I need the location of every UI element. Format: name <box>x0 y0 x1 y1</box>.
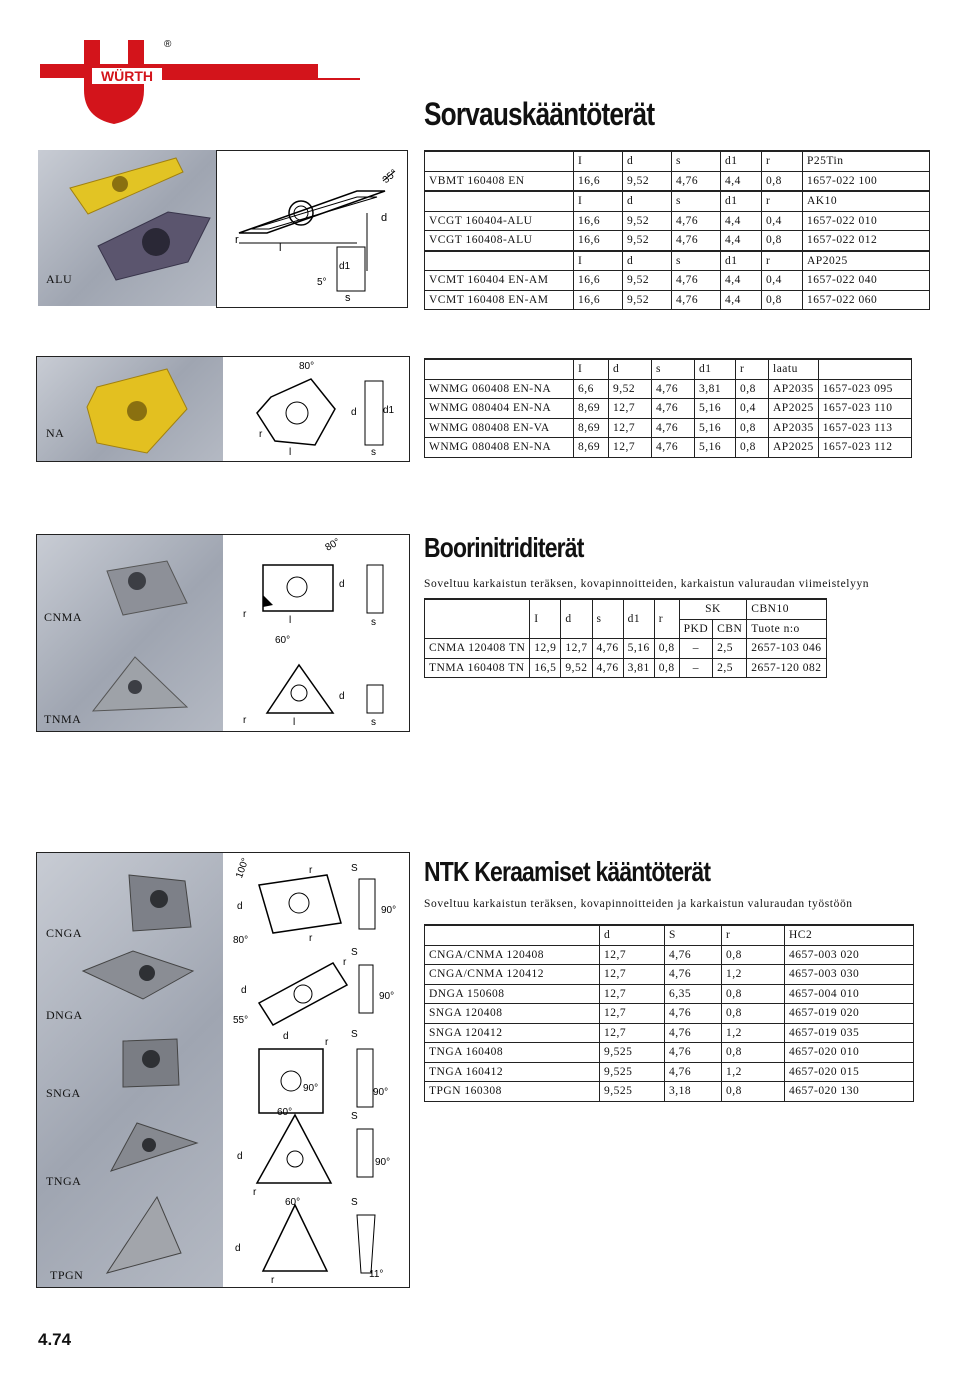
table-cell: 6,6 <box>574 379 609 399</box>
table-cell: 2657-103 046 <box>747 639 826 659</box>
svg-text:55°: 55° <box>233 1015 249 1026</box>
table-row <box>425 211 930 231</box>
svg-text:S: S <box>351 1029 358 1040</box>
table-row <box>425 171 930 191</box>
table-cell: 1657-023 095 <box>818 379 911 399</box>
table-cell: 9,52 <box>609 379 652 399</box>
table-cell <box>425 359 574 379</box>
table-cell: AP2025 <box>769 438 819 458</box>
table-cell: 4657-003 020 <box>785 945 914 965</box>
table-cell: 1657-022 060 <box>803 290 930 310</box>
table-cell: 4,76 <box>672 290 721 310</box>
table-cell: r <box>762 151 803 171</box>
table-cell: 0,8 <box>736 418 769 438</box>
table-cell: 1657-023 110 <box>818 399 911 419</box>
table-cell: 4,76 <box>665 1043 722 1063</box>
table-cell: 8,69 <box>574 438 609 458</box>
svg-text:r: r <box>325 1037 329 1048</box>
cbn-table-wrap <box>424 598 827 678</box>
table-cell: AP2035 <box>769 379 819 399</box>
table-row <box>425 1004 914 1024</box>
table-cell: 4657-020 130 <box>785 1082 914 1102</box>
table-cell: 0,4 <box>762 271 803 291</box>
table-cell: 0,8 <box>722 1082 785 1102</box>
svg-text:d: d <box>339 579 345 590</box>
svg-text:r: r <box>309 933 313 944</box>
svg-text:s: s <box>371 447 376 458</box>
svg-text:d: d <box>381 212 388 224</box>
table-row <box>425 251 930 271</box>
table-cell: 16,6 <box>574 271 623 291</box>
table-cell: CNGA/CNMA 120408 <box>425 945 600 965</box>
table-cell: VCMT 160404 EN-AM <box>425 271 574 291</box>
table-cell: I <box>574 191 623 211</box>
svg-text:d: d <box>283 1031 289 1042</box>
table-cell: d <box>623 191 672 211</box>
label-tnma: TNMA <box>44 712 82 726</box>
table-row <box>425 1082 914 1102</box>
svg-text:90°: 90° <box>381 905 397 916</box>
table-cell: P25Tin <box>803 151 930 171</box>
table-cell: WNMG 080408 EN-NA <box>425 438 574 458</box>
table-cell: 1657-022 040 <box>803 271 930 291</box>
table-cell: 8,69 <box>574 418 609 438</box>
table-cell: TNGA 160412 <box>425 1062 600 1082</box>
table-cell: AP2035 <box>769 418 819 438</box>
table-cell: 2,5 <box>713 658 747 678</box>
table-cell: d1 <box>721 251 762 271</box>
ntk-subtitle: Soveltuu karkaistun teräksen, kovapinnoitteiden ja karkaistun valuraudan työstöön <box>424 898 853 910</box>
svg-text:d: d <box>235 1243 241 1254</box>
ntk-table <box>424 924 914 1102</box>
table-cell: TNGA 160408 <box>425 1043 600 1063</box>
svg-text:l: l <box>289 615 292 626</box>
svg-text:S: S <box>351 863 358 874</box>
alu-table-wrap <box>424 150 930 310</box>
table-cell: s <box>672 151 721 171</box>
svg-text:80°: 80° <box>323 536 343 554</box>
table-cell: 4,76 <box>665 1004 722 1024</box>
table-cell <box>425 925 600 945</box>
svg-text:60°: 60° <box>285 1197 301 1208</box>
svg-text:35°: 35° <box>380 167 400 186</box>
svg-text:d: d <box>351 407 357 418</box>
brand-text: WÜRTH <box>100 68 154 84</box>
table-cell: 4657-020 010 <box>785 1043 914 1063</box>
table-cell: 1,2 <box>722 1023 785 1043</box>
table-cell: 4657-019 020 <box>785 1004 914 1024</box>
svg-text:d: d <box>339 691 345 702</box>
table-cell: 16,6 <box>574 231 623 251</box>
svg-text:s: s <box>371 617 376 628</box>
table-cell: d1 <box>695 359 736 379</box>
table-row <box>425 191 930 211</box>
table-row <box>425 658 827 678</box>
label-tpgn: TPGN <box>50 1268 84 1282</box>
table-cell: 4657-019 035 <box>785 1023 914 1043</box>
svg-text:d: d <box>237 1151 243 1162</box>
svg-text:r: r <box>243 715 247 726</box>
table-cell: AK10 <box>803 191 930 211</box>
table-cell: s <box>652 359 695 379</box>
svg-text:90°: 90° <box>379 991 395 1002</box>
table-cell: 4,76 <box>665 965 722 985</box>
table-cell: 4,76 <box>665 1023 722 1043</box>
table-cell: 2657-120 082 <box>747 658 826 678</box>
table-cell: 4,76 <box>652 399 695 419</box>
table-cell: 12,7 <box>600 965 665 985</box>
cbn-drawing <box>223 535 409 731</box>
table-cell: 0,8 <box>762 290 803 310</box>
table-cell: r <box>722 925 785 945</box>
table-cell: 0,4 <box>736 399 769 419</box>
cbn-insert-photos <box>37 535 223 731</box>
table-cell: 0,8 <box>722 984 785 1004</box>
table-cell: 1657-022 010 <box>803 211 930 231</box>
table-cell: 4657-003 030 <box>785 965 914 985</box>
svg-text:r: r <box>243 609 247 620</box>
svg-text:d: d <box>237 901 243 912</box>
table-cell: 4,4 <box>721 231 762 251</box>
svg-text:d1: d1 <box>339 261 351 272</box>
table-cell: WNMG 080404 EN-NA <box>425 399 574 419</box>
svg-text:r: r <box>253 1187 257 1198</box>
table-cell: 4,4 <box>721 171 762 191</box>
table-cell: 3,81 <box>623 658 654 678</box>
table-row <box>425 925 914 945</box>
table-cell: 12,9 <box>530 639 561 659</box>
table-cell: 12,7 <box>600 1004 665 1024</box>
table-cell: 4,4 <box>721 290 762 310</box>
na-table <box>424 358 912 458</box>
table-cell: 5,16 <box>695 399 736 419</box>
table-cell: TNMA 160408 TN <box>425 658 530 678</box>
table-cell: 1657-022 012 <box>803 231 930 251</box>
label-alu: ALU <box>46 272 73 286</box>
table-cell <box>425 251 574 271</box>
svg-text:90°: 90° <box>375 1157 391 1168</box>
table-cell: r <box>762 251 803 271</box>
table-cell: 4,76 <box>672 231 721 251</box>
table-cell: 3,81 <box>695 379 736 399</box>
cbn-subtitle: Soveltuu karkaistun teräksen, kovapinnoitteiden, karkaistun valuraudan viimeistelyyn <box>424 578 870 590</box>
table-cell: I <box>574 359 609 379</box>
table-row <box>425 984 914 1004</box>
alu-table <box>424 150 930 310</box>
table-row <box>425 945 914 965</box>
table-cell: d <box>623 251 672 271</box>
svg-text:100°: 100° <box>234 856 252 880</box>
table-cell: 16,6 <box>574 211 623 231</box>
svg-text:S: S <box>351 1111 358 1122</box>
table-cell: 6,35 <box>665 984 722 1004</box>
svg-text:60°: 60° <box>275 635 291 646</box>
table-row <box>425 1023 914 1043</box>
svg-text:5°: 5° <box>317 277 327 288</box>
table-row <box>425 231 930 251</box>
table-cell: 9,52 <box>623 171 672 191</box>
svg-text:s: s <box>345 292 351 304</box>
ntk-table-wrap <box>424 924 914 1102</box>
table-row <box>425 271 930 291</box>
table-row <box>425 418 912 438</box>
svg-text:60°: 60° <box>277 1107 293 1118</box>
cbn-table: I d s d1 r SK CBN10 PKD CBN Tuote n:o CNMA 120408 TN 12,9 12,7 4,76 5,16 0,8 – 2,5 2657-103 046 TNMA 160408 TN 16,5 9,52 4,76 3,81 0,8 – 2,5 2657-120 082 <box>424 598 827 678</box>
table-cell: VCGT 160404-ALU <box>425 211 574 231</box>
table-cell: VCMT 160408 EN-AM <box>425 290 574 310</box>
table-cell: SNGA 120412 <box>425 1023 600 1043</box>
table-cell: 4,76 <box>652 438 695 458</box>
svg-text:S: S <box>351 947 358 958</box>
table-cell: d <box>609 359 652 379</box>
table-row <box>425 151 930 171</box>
table-cell: 1,2 <box>722 965 785 985</box>
table-cell: 4,76 <box>665 945 722 965</box>
table-cell: 16,5 <box>530 658 561 678</box>
svg-text:r: r <box>271 1275 275 1286</box>
table-cell: 0,8 <box>736 379 769 399</box>
table-cell: 9,52 <box>561 658 592 678</box>
label-tnga: TNGA <box>46 1174 82 1188</box>
svg-text:90°: 90° <box>373 1087 389 1098</box>
table-cell: 9,525 <box>600 1062 665 1082</box>
ntk-title: NTK Keraamiset kääntöterät <box>424 856 711 887</box>
table-cell: s <box>672 251 721 271</box>
na-drawing <box>223 357 409 461</box>
table-cell <box>425 151 574 171</box>
table-cell: 12,7 <box>600 1023 665 1043</box>
table-row <box>425 399 912 419</box>
label-snga: SNGA <box>46 1086 81 1100</box>
table-cell: 9,52 <box>623 211 672 231</box>
ntk-drawings <box>223 853 409 1287</box>
table-cell: 5,16 <box>695 438 736 458</box>
table-cell: CNGA/CNMA 120412 <box>425 965 600 985</box>
svg-text:r: r <box>259 429 263 440</box>
wurth-logo <box>40 38 360 128</box>
table-cell: WNMG 080408 EN-VA <box>425 418 574 438</box>
table-cell: 16,6 <box>574 290 623 310</box>
svg-text:l: l <box>293 717 296 728</box>
table-row <box>425 639 827 659</box>
svg-text:l: l <box>289 447 292 458</box>
label-cnma: CNMA <box>44 610 83 624</box>
page-title: Sorvauskääntöterät <box>424 96 655 132</box>
table-cell: 12,7 <box>600 945 665 965</box>
table-cell: CNMA 120408 TN <box>425 639 530 659</box>
table-row <box>425 290 930 310</box>
table-row <box>425 359 912 379</box>
table-cell: d <box>600 925 665 945</box>
svg-text:90°: 90° <box>303 1083 319 1094</box>
svg-text:r: r <box>309 865 313 876</box>
table-cell: AP2025 <box>803 251 930 271</box>
na-box <box>36 356 410 462</box>
svg-text:s: s <box>371 717 376 728</box>
table-cell <box>425 191 574 211</box>
table-cell: d1 <box>721 151 762 171</box>
table-cell: VCGT 160408-ALU <box>425 231 574 251</box>
table-cell: r <box>762 191 803 211</box>
table-cell: 0,8 <box>654 639 679 659</box>
table-cell: 5,16 <box>623 639 654 659</box>
na-table-wrap <box>424 358 912 458</box>
table-cell: 4,76 <box>652 418 695 438</box>
table-cell: 3,18 <box>665 1082 722 1102</box>
cbn-box <box>36 534 410 732</box>
table-cell: 12,7 <box>561 639 592 659</box>
svg-text:80°: 80° <box>233 935 249 946</box>
table-cell: d1 <box>721 191 762 211</box>
table-row <box>425 1062 914 1082</box>
table-cell: 4,76 <box>672 211 721 231</box>
table-cell: r <box>736 359 769 379</box>
table-cell: 1657-023 112 <box>818 438 911 458</box>
table-cell: 1657-022 100 <box>803 171 930 191</box>
table-cell: 4,76 <box>592 658 623 678</box>
table-row <box>425 438 912 458</box>
table-cell: d <box>623 151 672 171</box>
label-cnga: CNGA <box>46 926 83 940</box>
table-cell: 9,52 <box>623 231 672 251</box>
table-cell <box>818 359 911 379</box>
svg-text:d1: d1 <box>383 405 395 416</box>
table-cell: 0,8 <box>654 658 679 678</box>
table-cell: VBMT 160408 EN <box>425 171 574 191</box>
svg-text:l: l <box>279 242 282 254</box>
table-cell: 16,6 <box>574 171 623 191</box>
table-cell: 9,52 <box>623 290 672 310</box>
table-cell: 2,5 <box>713 639 747 659</box>
alu-drawing <box>216 150 408 308</box>
table-cell: SNGA 120408 <box>425 1004 600 1024</box>
ntk-insert-photos <box>37 853 223 1287</box>
table-cell: 1,2 <box>722 1062 785 1082</box>
table-cell: 0,8 <box>762 171 803 191</box>
table-cell: 4657-020 015 <box>785 1062 914 1082</box>
table-cell: 4,76 <box>652 379 695 399</box>
table-cell: 0,8 <box>736 438 769 458</box>
table-cell: 0,8 <box>722 945 785 965</box>
table-cell: 0,8 <box>762 231 803 251</box>
svg-text:11°: 11° <box>369 1269 384 1280</box>
table-cell: 9,52 <box>623 271 672 291</box>
table-cell: 8,69 <box>574 399 609 419</box>
table-cell: 1657-023 113 <box>818 418 911 438</box>
table-cell: laatu <box>769 359 819 379</box>
table-cell: 0,4 <box>762 211 803 231</box>
table-cell: 12,7 <box>609 438 652 458</box>
svg-text:r: r <box>235 234 239 246</box>
table-cell: AP2025 <box>769 399 819 419</box>
table-cell: 0,8 <box>722 1004 785 1024</box>
cbn-title: Boorinitriditerät <box>424 532 584 563</box>
table-cell: – <box>679 639 713 659</box>
svg-text:®: ® <box>164 39 172 50</box>
table-cell: – <box>679 658 713 678</box>
ntk-box <box>36 852 410 1288</box>
table-cell: 4,76 <box>665 1062 722 1082</box>
svg-text:d: d <box>241 985 247 996</box>
label-na: NA <box>46 426 65 440</box>
table-cell: 4,76 <box>592 639 623 659</box>
table-row <box>425 1043 914 1063</box>
table-cell: DNGA 150608 <box>425 984 600 1004</box>
table-row <box>425 379 912 399</box>
table-cell: 12,7 <box>600 984 665 1004</box>
table-cell: I <box>574 251 623 271</box>
table-row <box>425 965 914 985</box>
table-cell: 4,4 <box>721 211 762 231</box>
table-cell: 5,16 <box>695 418 736 438</box>
table-cell: 4,76 <box>672 271 721 291</box>
table-cell: I <box>574 151 623 171</box>
table-cell: 12,7 <box>609 418 652 438</box>
label-dnga: DNGA <box>46 1008 83 1022</box>
svg-text:80°: 80° <box>299 361 315 372</box>
table-cell: s <box>672 191 721 211</box>
page-number: 4.74 <box>38 1330 72 1349</box>
svg-text:r: r <box>343 957 347 968</box>
table-cell: 9,525 <box>600 1082 665 1102</box>
table-cell: 4,4 <box>721 271 762 291</box>
table-cell: WNMG 060408 EN-NA <box>425 379 574 399</box>
svg-text:S: S <box>351 1197 358 1208</box>
table-cell: TPGN 160308 <box>425 1082 600 1102</box>
table-cell: 4,76 <box>672 171 721 191</box>
table-cell: 0,8 <box>722 1043 785 1063</box>
table-cell: 12,7 <box>609 399 652 419</box>
table-cell: S <box>665 925 722 945</box>
na-insert-photo <box>37 357 223 461</box>
table-cell: HC2 <box>785 925 914 945</box>
table-cell: 9,525 <box>600 1043 665 1063</box>
table-cell: 4657-004 010 <box>785 984 914 1004</box>
